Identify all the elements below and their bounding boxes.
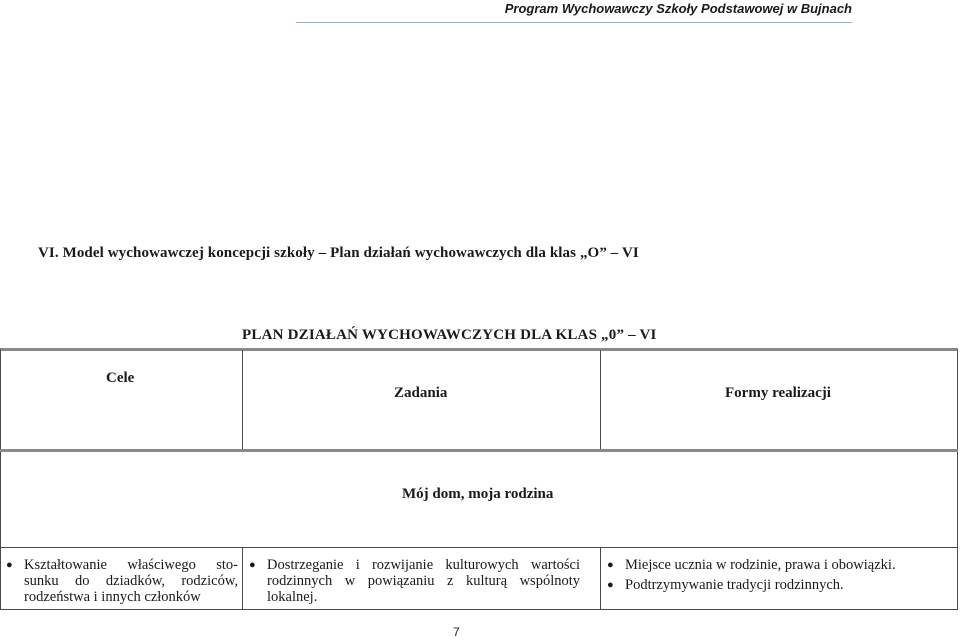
bullet-icon: ● (6, 559, 13, 571)
header-cele: Cele (106, 370, 135, 386)
bullet-icon: ● (607, 559, 614, 571)
section-heading: VI. Model wychowawczej koncepcji szkoły – Plan działań wychowawczych dla klas „O” – VI (38, 245, 639, 261)
header-formy-realizacji: Formy realizacji (725, 385, 831, 401)
list-item-text: Kształtowanie właściwego sto-sunku do dziadków, rodziców, rodzeństwa i innych członków (24, 557, 238, 605)
list-item (245, 557, 580, 605)
group-title: Mój dom, moja rodzina (402, 486, 554, 502)
bullet-icon: ● (607, 579, 614, 591)
row-divider (0, 449, 958, 452)
bullet-icon: ● (249, 559, 256, 571)
column-divider (600, 350, 601, 450)
list-item (2, 557, 238, 605)
page-number: 7 (453, 625, 460, 639)
table-bottom-border (0, 609, 958, 610)
header-zadania: Zadania (394, 385, 448, 401)
zadania-list (245, 557, 580, 605)
list-item-text: Dostrzeganie i rozwijanie kulturowych wartości rodzinnych w powiązaniu z kulturą wspólnoty lokalnej. (267, 557, 580, 605)
column-divider (242, 547, 243, 610)
cele-list (2, 557, 238, 605)
list-item (603, 577, 953, 593)
column-divider (242, 350, 243, 450)
row-divider (0, 547, 958, 548)
running-header: Program Wychowawczy Szkoły Podstawowej w Bujnach (504, 1, 852, 16)
list-item (603, 557, 953, 573)
header-rule (296, 22, 852, 23)
column-divider (600, 547, 601, 610)
plan-title: PLAN DZIAŁAŃ WYCHOWAWCZYCH DLA KLAS „0” – VI (242, 327, 657, 343)
list-item-text: Podtrzymywanie tradycji rodzinnych. (625, 577, 844, 593)
formy-list (603, 557, 953, 593)
list-item-text: Miejsce ucznia w rodzinie, prawa i obowiązki. (625, 557, 896, 573)
